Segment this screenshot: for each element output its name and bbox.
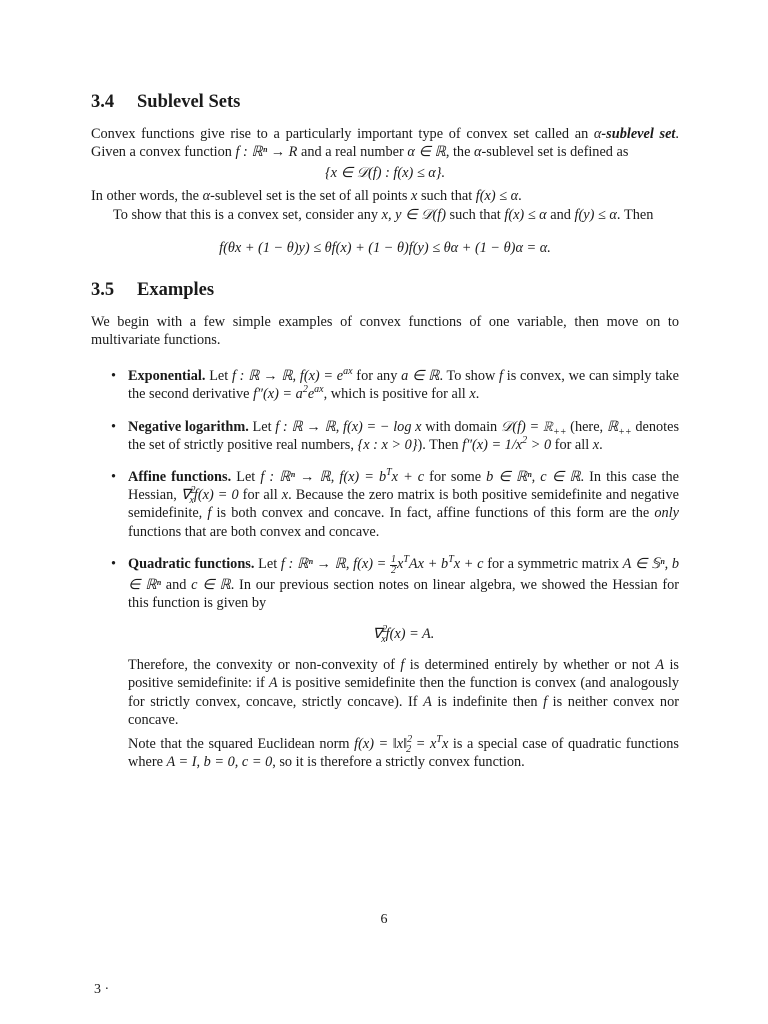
text: is a special case of quadratic functions where (128, 736, 679, 771)
footer-mark: 3 · (94, 982, 110, 997)
math: ∇ (372, 626, 383, 643)
text: Let (231, 469, 261, 486)
text: for all (551, 436, 593, 453)
math-sup: 2 (190, 485, 196, 497)
text: is convex, we can simply take the second derivative (128, 368, 679, 403)
bullet-icon: • (111, 368, 117, 385)
math-sup: 2 (382, 624, 388, 636)
text: . To show (439, 368, 500, 385)
math-sup: T (386, 467, 392, 479)
section-title: Sublevel Sets (137, 92, 241, 112)
text: functions that are both convex and concave. (128, 523, 380, 540)
math: A (268, 675, 278, 692)
sublevel-paragraph-1 (91, 125, 679, 161)
text: for a symmetric matrix (483, 555, 623, 572)
text: and (546, 206, 575, 223)
display-equation-sublevel-set: {x ∈ 𝒟(f) : f(x) ≤ α}. (324, 165, 446, 182)
math-sup: ax (343, 366, 353, 378)
item-label: Affine functions. (128, 469, 232, 486)
text: , the (445, 144, 475, 161)
list-item-quadratic-functions (91, 555, 679, 772)
fraction-denominator: 2 (391, 564, 396, 576)
document-page (91, 88, 679, 771)
section-number: 3.4 (91, 92, 115, 112)
math: x (397, 555, 404, 572)
math: x (469, 386, 476, 403)
math: f : ℝ → ℝ, f(x) = − log x (275, 418, 422, 435)
math: f(y) ≤ α (574, 206, 617, 223)
text: such that (417, 188, 476, 205)
math: b ∈ ℝⁿ, c ∈ ℝ (486, 469, 581, 486)
math: > 0 (527, 436, 552, 453)
page-number: 6 (380, 912, 388, 927)
text: . (475, 386, 480, 403)
quadratic-paragraph-3 (128, 735, 679, 771)
math: = x (411, 736, 437, 753)
math: f″(x) = 1/x (462, 436, 523, 453)
text: . In our previous section notes on linear algebra, we showed the Hessian for this function is given by (128, 576, 679, 612)
math-sub: ++ (552, 426, 567, 438)
fraction-numerator: 1 (391, 553, 396, 565)
text: is determined entirely by whether or not (404, 657, 656, 674)
sublevel-paragraph-2 (91, 187, 679, 205)
math: ℝ (606, 418, 619, 435)
math: A = I, b = 0, c = 0 (166, 754, 273, 771)
math: f(x) ≤ α (504, 206, 547, 223)
math: A ∈ 𝕊ⁿ, b ∈ ℝⁿ (128, 555, 679, 593)
math-sub: x (381, 634, 386, 646)
text: denotes the set of strictly positive real numbers, (128, 418, 680, 453)
math: f(x) = A. (385, 626, 435, 643)
math: f″(x) = a (253, 386, 303, 403)
math: f (543, 693, 548, 710)
section-title: Examples (137, 279, 215, 300)
math: Ax + b (408, 555, 449, 572)
list-item-exponential (91, 367, 679, 403)
math: {x : x > 0} (357, 436, 418, 453)
text: and a real number (297, 144, 408, 161)
text: Let (205, 368, 232, 385)
math: f(x) = 0 (193, 487, 239, 504)
math: f(x) = ‖x‖ (354, 736, 408, 753)
text: . (599, 436, 603, 453)
math: x, y ∈ 𝒟(f) (381, 206, 446, 223)
text: Therefore, the convexity or non-convexity of (128, 657, 401, 674)
math: A (655, 657, 665, 674)
bullet-icon: • (111, 418, 117, 435)
math-sub: 2 (406, 743, 412, 755)
math: x + c (453, 555, 484, 572)
math-sup: T (436, 734, 442, 746)
examples-intro: We begin with a few simple examples of convex functions of one variable, then move on to multivariate functions. (91, 313, 679, 349)
math-sup: T (403, 554, 409, 566)
math: f : ℝⁿ → ℝ, f(x) = b (260, 469, 387, 486)
math: f (499, 368, 503, 385)
display-equation-hessian (128, 624, 679, 644)
text: . Then (616, 206, 654, 223)
math: f (207, 505, 212, 522)
math: α (593, 126, 602, 142)
math-sub: ++ (618, 426, 632, 438)
text: is positive semidefinite then the function is convex (and analogously for strictly convex, concave, strictly concave). If (128, 675, 679, 710)
sublevel-paragraph-3 (91, 206, 679, 224)
emphasis-only: only (654, 505, 679, 522)
item-label: Negative logarithm. (128, 418, 249, 435)
examples-list (91, 367, 679, 771)
bullet-icon: • (111, 469, 117, 486)
list-item-affine-functions (91, 468, 679, 541)
text: with domain (421, 418, 501, 435)
math-sup: 2 (407, 734, 413, 746)
emphasis-sublevel-set: -sublevel set (601, 126, 676, 142)
text: , so it is therefore a strictly convex function. (272, 754, 525, 771)
math: α (474, 144, 482, 161)
math: x (411, 188, 418, 205)
text: . In this case the Hessian, (128, 469, 679, 504)
text: . (518, 188, 522, 205)
math: A (423, 693, 432, 710)
math: f : ℝ → ℝ, f(x) = e (231, 368, 344, 385)
text: -sublevel set is the set of all points (210, 188, 412, 205)
math: f : ℝⁿ → R (235, 144, 298, 161)
text: for all (238, 487, 282, 504)
quadratic-paragraph-2 (128, 656, 679, 729)
text: To show that this is a convex set, consider any (113, 206, 382, 223)
math: a ∈ ℝ (401, 368, 440, 385)
item-label: Quadratic functions. (128, 555, 255, 572)
math: f : ℝⁿ → ℝ, f(x) = (280, 555, 390, 572)
text: , which is positive for all (323, 386, 470, 403)
text: is positive semidefinite: if (128, 657, 679, 692)
text: is neither convex nor concave. (128, 693, 679, 728)
text: ). Then (417, 436, 463, 453)
text: for any (352, 368, 402, 385)
text: such that (445, 206, 505, 223)
math: x (441, 736, 449, 753)
math: α ∈ ℝ (407, 144, 446, 161)
text: Note that the squared Euclidean norm (128, 736, 355, 753)
text: In other words, the (91, 188, 203, 205)
math: x + c (391, 469, 425, 486)
list-item-negative-logarithm (91, 418, 679, 454)
text: Convex functions give rise to a particularly important type of convex set called an (91, 126, 594, 142)
text: (here, (566, 418, 607, 435)
text: -sublevel set is defined as (481, 144, 629, 161)
math-sup: 2 (302, 384, 308, 396)
text: is indefinite then (431, 693, 544, 710)
math-sup: ax (314, 384, 324, 396)
math: ∇ (180, 487, 191, 504)
math-sup: T (448, 554, 454, 566)
math: e (307, 386, 315, 403)
text: . Given a convex function (91, 126, 679, 161)
bullet-icon: • (111, 555, 117, 572)
math: x (592, 436, 600, 453)
math: α (202, 188, 211, 205)
math: f (400, 657, 405, 674)
math: f(x) ≤ α (475, 188, 519, 205)
text: and (161, 576, 192, 593)
text: Let (254, 555, 281, 572)
math: x (281, 487, 289, 504)
display-equation-convexity: f(θx + (1 − θ)y) ≤ θf(x) + (1 − θ)f(y) ≤ θα + (1 − θ)α = α. (219, 239, 551, 256)
text: Let (248, 418, 276, 435)
text: for some (424, 469, 487, 486)
math-sup: 2 (522, 435, 528, 447)
item-label: Exponential. (128, 368, 206, 385)
fraction-one-half (390, 555, 397, 576)
section-number: 3.5 (91, 279, 115, 300)
text: is both convex and concave. In fact, affine functions of this form are the (211, 505, 655, 522)
section-heading-examples (91, 280, 679, 301)
section-heading-sublevel-sets (91, 92, 679, 113)
math-sub: x (189, 495, 194, 507)
math: c ∈ ℝ (191, 576, 231, 593)
math: 𝒟(f) = ℝ (500, 418, 553, 435)
text: . Because the zero matrix is both positive semidefinite and negative semidefinite, (128, 487, 680, 522)
